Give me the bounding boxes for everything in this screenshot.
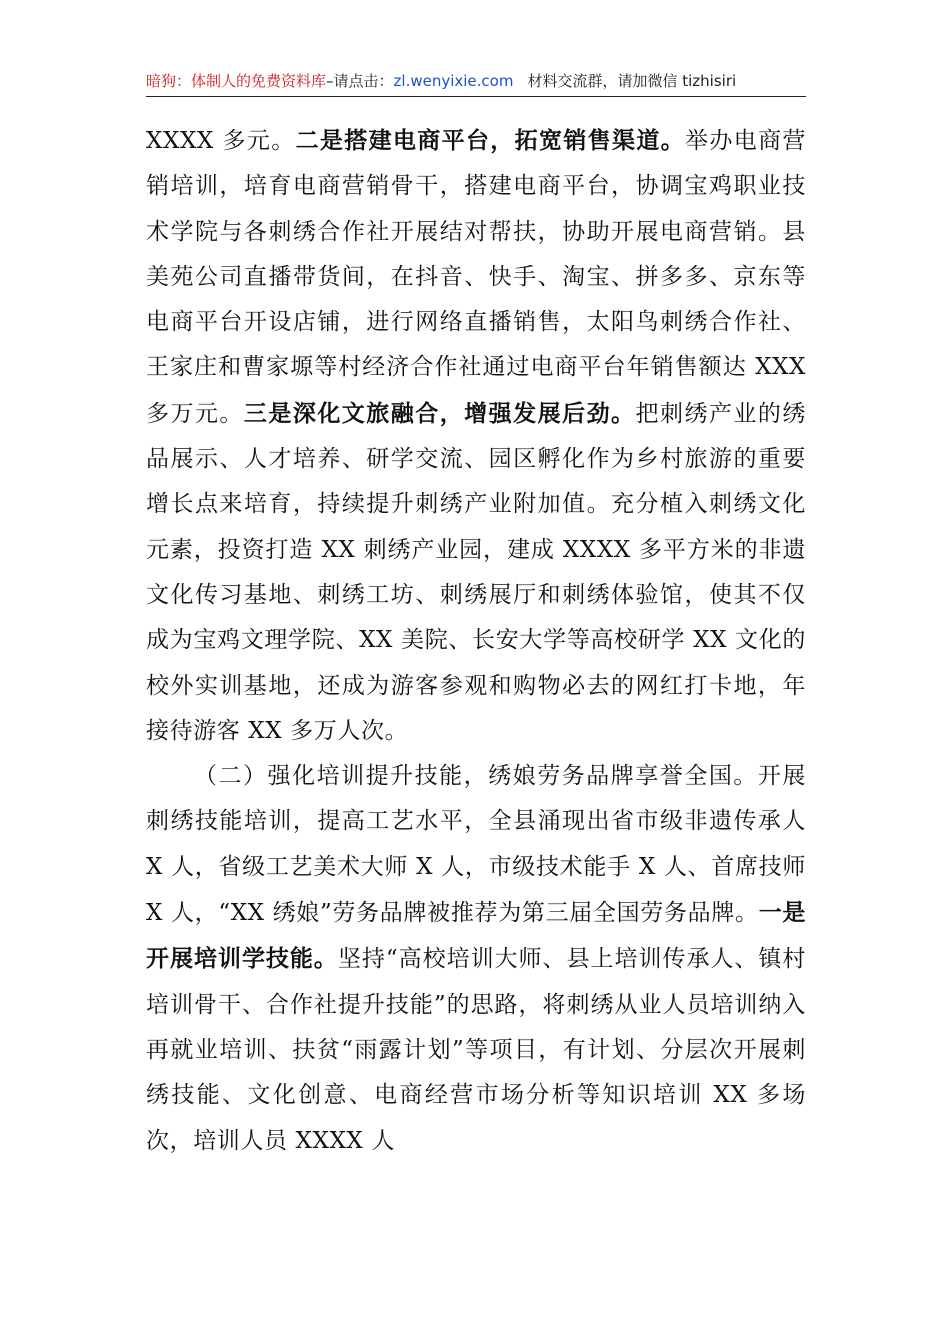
paragraph-training [146,754,806,1164]
heading-skill-training: 一是开展培训学技能。 [146,899,807,973]
paragraph-ecommerce-tourism [146,118,806,754]
paragraph2-text-2: 坚持“高校培训大师、县上培训传承人、镇村培训骨干、合作社提升技能”的思路，将刺绣从业人员培训纳入再就业培训、扶贫“雨露计划”等项目，有计划、分层次开展刺绣技能、文化创意、电商经营市场分析等知识培训 XX 多场次，培训人员 XXXX 人 [146,946,806,1154]
paragraph1-text-1: XXXX 多元。 [146,128,296,154]
page-header [146,70,806,97]
site-url-link[interactable]: zl.wenyixie.com [393,72,514,90]
paragraph1-text-2: 举办电商营销培训，培育电商营销骨干，搭建电商平台，协调宝鸡职业技术学院与各刺绣合作社开展结对帮扶，协助开展电商营销。县美苑公司直播带货间，在抖音、快手、淘宝、拼多多、京东等电商平台开设店铺，进行网络直播销售，太阳鸟刺绣合作社、王家庄和曹家塬等村经济合作社通过电商平台年销售额达 XXX 多万元。 [146,128,807,427]
heading-culture-tourism: 三是深化文旅融合，增强发展后劲。 [243,399,636,427]
click-prompt: –请点击： [326,72,394,90]
site-name[interactable]: 暗狗：体制人的免费资料库 [146,72,327,90]
paragraph2-text-1: （二）强化培训提升技能，绣娘劳务品牌享誉全国。开展刺绣技能培训，提高工艺水平，全县涌现出省市级非遗传承人 X 人，省级工艺美术大师 X 人，市级技术能手 X 人、首席技师 X 人，“XX 绣娘”劳务品牌被推荐为第三届全国劳务品牌。 [146,763,806,927]
paragraph1-text-3: 把刺绣产业的绣品展示、人才培养、研学交流、园区孵化作为乡村旅游的重要增长点来培育，持续提升刺绣产业附加值。充分植入刺绣文化元素，投资打造 XX 刺绣产业园，建成 XXXX 多平方米的非遗文化传习基地、刺绣工坊、刺绣展厅和刺绣体验馆，使其不仅成为宝鸡文理学院、XX 美院、长安大学等高校研学 XX 文化的校外实训基地，还成为游客参观和购物必去的网红打卡地，年接待游客 XX 多万人次。 [146,400,806,744]
heading-ecommerce-platform: 二是搭建电商平台，拓宽销售渠道。 [295,127,686,154]
document-body [146,118,806,1164]
wechat-note: 材料交流群，请加微信 tizhisiri [527,72,737,90]
